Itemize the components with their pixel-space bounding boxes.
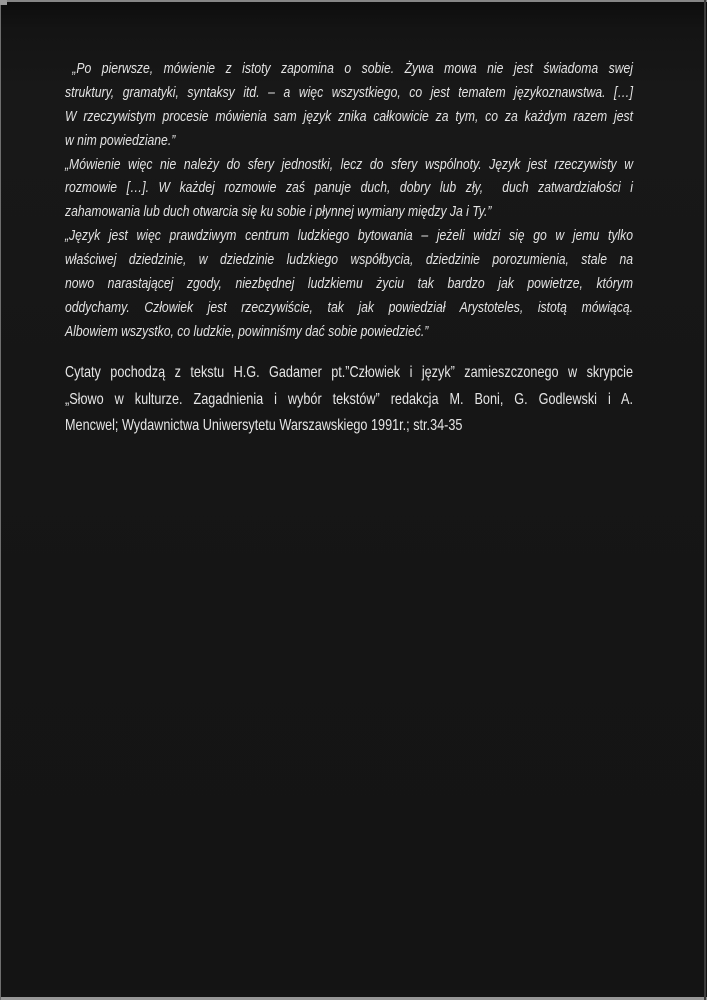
citation-text-line: Mencwel; Wydawnictwa Uniwersytetu Warszawskiego 1991r.; str.34-35 xyxy=(65,417,463,435)
paragraph xyxy=(65,224,633,343)
slide-edge-top xyxy=(0,0,707,2)
quote-text-line: Albowiem wszystko, co ludzkie, powinniśmy dać sobie powiedzieć.” xyxy=(65,322,429,340)
quote-text-line: „Po pierwsze, mówienie z istoty zapomina o sobie. Żywa mowa nie jest świadoma swej xyxy=(72,60,633,77)
quote-text-line: nowo narastającej zgody, niezbędnej ludzkiemu życiu tak bardzo jak powietrze, którym xyxy=(65,275,633,293)
quote-text-line: oddychamy. Człowiek jest rzeczywiście, tak jak powiedział Arystoteles, istotą mówiącą. xyxy=(65,298,633,316)
quote-text-line: rozmowie […]. W każdej rozmowie zaś panuje duch, dobry lub zły, duch zatwardziałości i xyxy=(65,179,633,197)
quote-text-line: „Język jest więc prawdziwym centrum ludzkiego bytowania – jeżeli widzi się go w jemu tylko xyxy=(65,227,633,245)
paragraph xyxy=(65,153,633,225)
quote-text-line: zahamowania lub duch otwarcia się ku sobie i płynnej wymiany między Ja i Ty.” xyxy=(65,203,492,221)
paragraph xyxy=(65,57,633,153)
citation-text-line: Cytaty pochodzą z tekstu H.G. Gadamer pt.”Człowiek i język” zamieszczonego w skrypcie xyxy=(65,364,633,381)
slide-edge-right xyxy=(704,0,706,1000)
scan-corner-artifact xyxy=(0,0,7,5)
quote-text-line: „Mówienie więc nie należy do sfery jednostki, lecz do sfery wspólnoty. Język jest rzeczywisty w xyxy=(65,155,633,173)
quote-text-line: właściwej dziedzinie, w dziedzinie ludzkiego współbycia, dziedzinie porozumienia, stale na xyxy=(65,251,633,269)
citation-block xyxy=(65,360,633,440)
quote-text-line: w nim powiedziane.” xyxy=(65,131,176,149)
quote-text-line: W rzeczywistym procesie mówienia sam język znika całkowicie za tym, co za każdym razem jest xyxy=(65,107,633,125)
paragraph xyxy=(65,360,633,440)
citation-text-line: „Słowo w kulturze. Zagadnienia i wybór tekstów” redakcja M. Boni, G. Godlewski i A. xyxy=(65,390,633,408)
slide-edge-left xyxy=(0,0,1,1000)
quote-block xyxy=(65,57,633,344)
quote-text-line: struktury, gramatyki, syntaksy itd. – a więc wszystkiego, co jest tematem językoznawstwa. […] xyxy=(65,83,633,101)
